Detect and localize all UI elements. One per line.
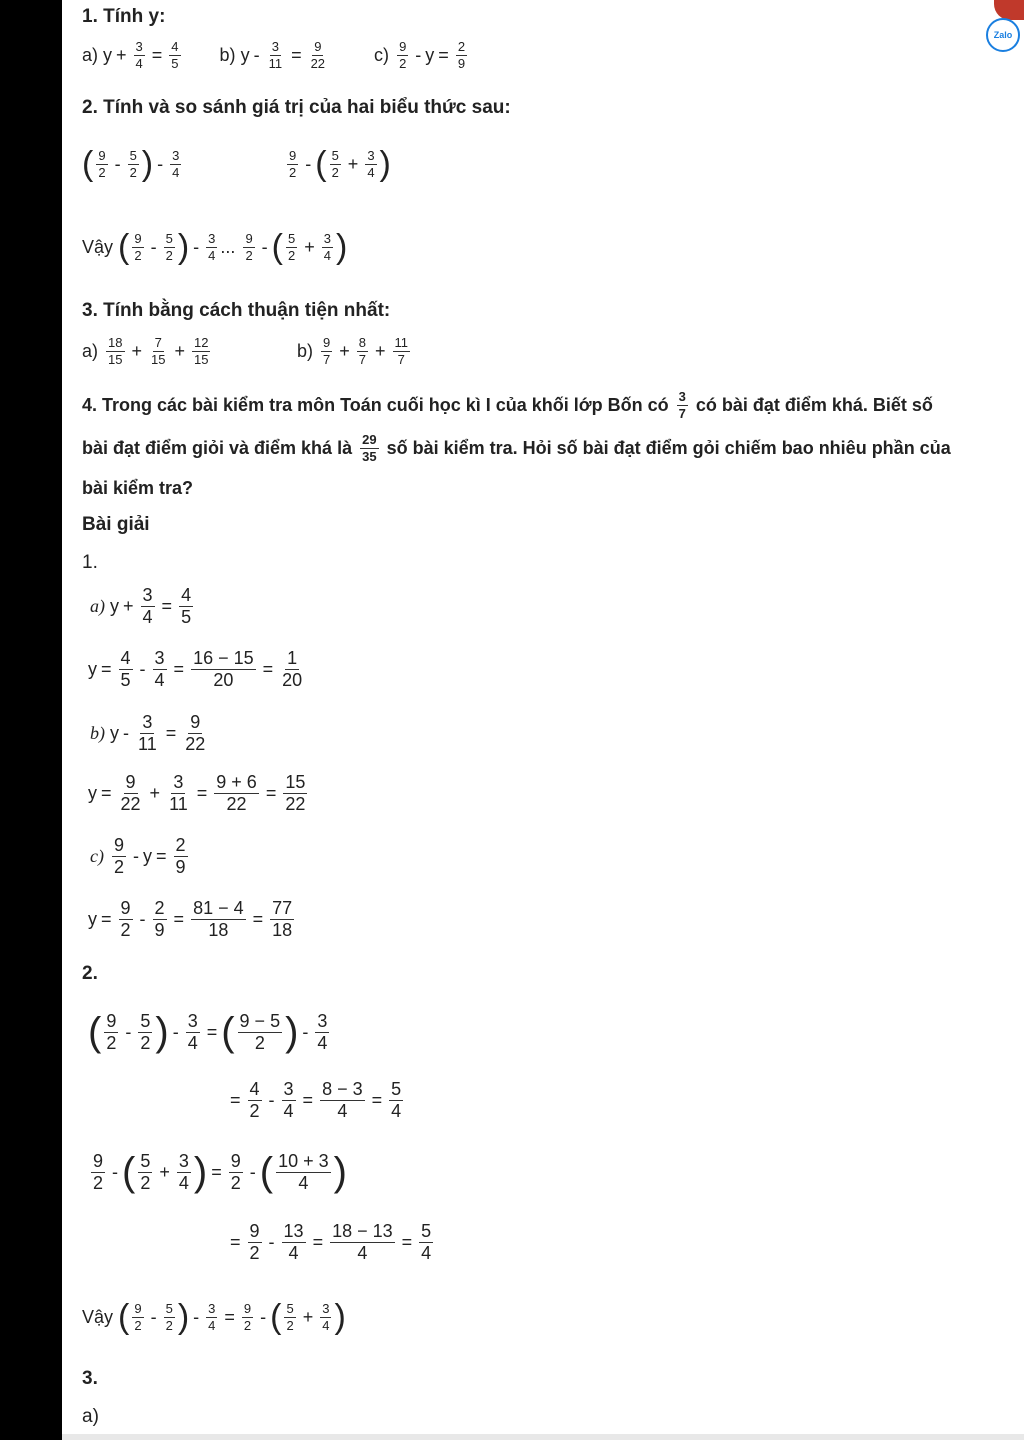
sol2-expr1-step1: ( $\frac{9}{2}$ - $\frac{5}{2}$ ) - $\frac{3}{4}$ = ( $\frac{9 - 5}{2}$ ) - $\frac{3}{4}$ (88, 1010, 328, 1054)
sol1c-answer: y = $\frac{9}{2}$ - $\frac{2}{9}$ = $\frac{81 - 4}{18}$ = $\frac{77}{18}$ (88, 898, 293, 940)
q3-a: a) $\frac{18}{15}$ + $\frac{7}{15}$ + $\frac{12}{15}$ (82, 335, 209, 367)
q3-title: 3. Tính bằng cách thuận tiện nhất: (82, 300, 391, 321)
solution-3-label: 3. (82, 1368, 98, 1389)
sol1b-problem: b) y - $\frac{3}{11}$ = $\frac{9}{22}$ (90, 712, 206, 754)
zalo-label: Zalo (993, 30, 1013, 40)
q2-expr-2: $\frac{9}{2}$ - ( $\frac{5}{2}$ + $\frac{3}{4}$ ) (289, 145, 391, 183)
q4-line-2: bài đạt điểm giỏi và điểm khá là $\frac{29}{35}$ số bài kiểm tra. Hỏi số bài đạt điểm gỏi chiếm bao nhiêu phần của (82, 432, 951, 464)
q1-problems: a) y + $\frac{3}{4}$ = $\frac{4}{5}$ b) y - $\frac{3}{11}$ = $\frac{9}{22}$ c) $\frac{9}{2}$ - y = $\frac{2}{9}$ (82, 39, 466, 71)
q2-expr-1: ( $\frac{9}{2}$ - $\frac{5}{2}$ ) - $\frac{3}{4}$ (82, 145, 180, 183)
sol2-expr1-step2: = $\frac{4}{2}$ - $\frac{3}{4}$ = $\frac{8 - 3}{4}$ = $\frac{5}{4}$ (230, 1079, 402, 1121)
sol1a-problem: a) y + $\frac{3}{4}$ = $\frac{4}{5}$ (90, 585, 192, 627)
solution-heading: Bài giải (82, 514, 150, 535)
q1-title: 1. Tính y: (82, 6, 166, 27)
q4-line-3: bài kiểm tra? (82, 478, 194, 498)
corner-decoration (994, 0, 1024, 20)
solution-1-label: 1. (82, 552, 98, 573)
sol2-expr2-step1: $\frac{9}{2}$ - ( $\frac{5}{2}$ + $\frac{3}{4}$ ) = $\frac{9}{2}$ - ( $\frac{10 + 3}{4}$ ) (93, 1150, 347, 1194)
bottom-divider (62, 1434, 1024, 1440)
solution-3a-label: a) (82, 1406, 99, 1427)
q3-b: b) $\frac{9}{7}$ + $\frac{8}{7}$ + $\frac{11}{7}$ (297, 335, 409, 367)
document-page (62, 0, 1024, 1440)
zalo-badge[interactable] (986, 18, 1020, 52)
solution-2-label: 2. (82, 963, 98, 984)
q2-title: 2. Tính và so sánh giá trị của hai biểu thức sau: (82, 97, 511, 118)
sol2-expr2-step2: = $\frac{9}{2}$ - $\frac{13}{4}$ = $\frac{18 - 13}{4}$ = $\frac{5}{4}$ (230, 1221, 432, 1263)
q2-conclusion: Vậy ( $\frac{9}{2}$ - $\frac{5}{2}$ ) - $\frac{3}{4}$ ... $\frac{9}{2}$ - ( $\frac{5}{2}$ + $\frac{3}{4}$ ) (82, 228, 348, 266)
sol1c-problem: c) $\frac{9}{2}$ - y = $\frac{2}{9}$ (90, 835, 186, 877)
q4-line-1: 4. Trong các bài kiểm tra môn Toán cuối học kì I của khối lớp Bốn có $\frac{3}{7}$ có bài đạt điểm khá. Biết số (82, 389, 933, 421)
sol1b-answer: y = $\frac{9}{22}$ + $\frac{3}{11}$ = $\frac{9 + 6}{22}$ = $\frac{15}{22}$ (88, 772, 306, 814)
sol1a-answer: y = $\frac{4}{5}$ - $\frac{3}{4}$ = $\frac{16 - 15}{20}$ = $\frac{1}{20}$ (88, 648, 303, 690)
sol2-conclusion: Vậy ( $\frac{9}{2}$ - $\frac{5}{2}$ ) - $\frac{3}{4}$ = $\frac{9}{2}$ - ( $\frac{5}{2}$ + $\frac{3}{4}$ ) (82, 1298, 346, 1336)
